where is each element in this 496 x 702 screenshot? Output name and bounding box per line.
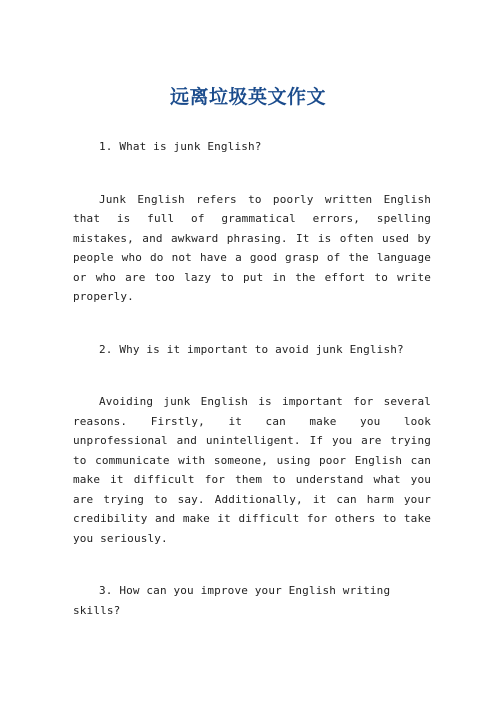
- section-heading-2: 2. Why is it important to avoid junk English?: [99, 342, 404, 356]
- document-title: 远离垃圾英文作文: [169, 86, 326, 108]
- document-body: [73, 137, 431, 653]
- section-body-1: Junk English refers to poorly written English that is full of grammatical errors, spelling mistakes, and awkward phrasing. It is often used by people who do not have a good grasp of the language or who are too lazy to put in the effort to write properly.: [73, 192, 431, 303]
- section-body-2: Avoiding junk English is important for several reasons. Firstly, it can make you look unprofessional and unintelligent. If you are trying to communicate with someone, using poor English can make it difficult for them to understand what you are trying to say. Additionally, it can harm your credibility and make it difficult for others to take you seriously.: [73, 395, 431, 545]
- section-heading-1: 1. What is junk English?: [99, 140, 262, 153]
- section-heading-3: 3. How can you improve your English writing skills?: [73, 584, 391, 617]
